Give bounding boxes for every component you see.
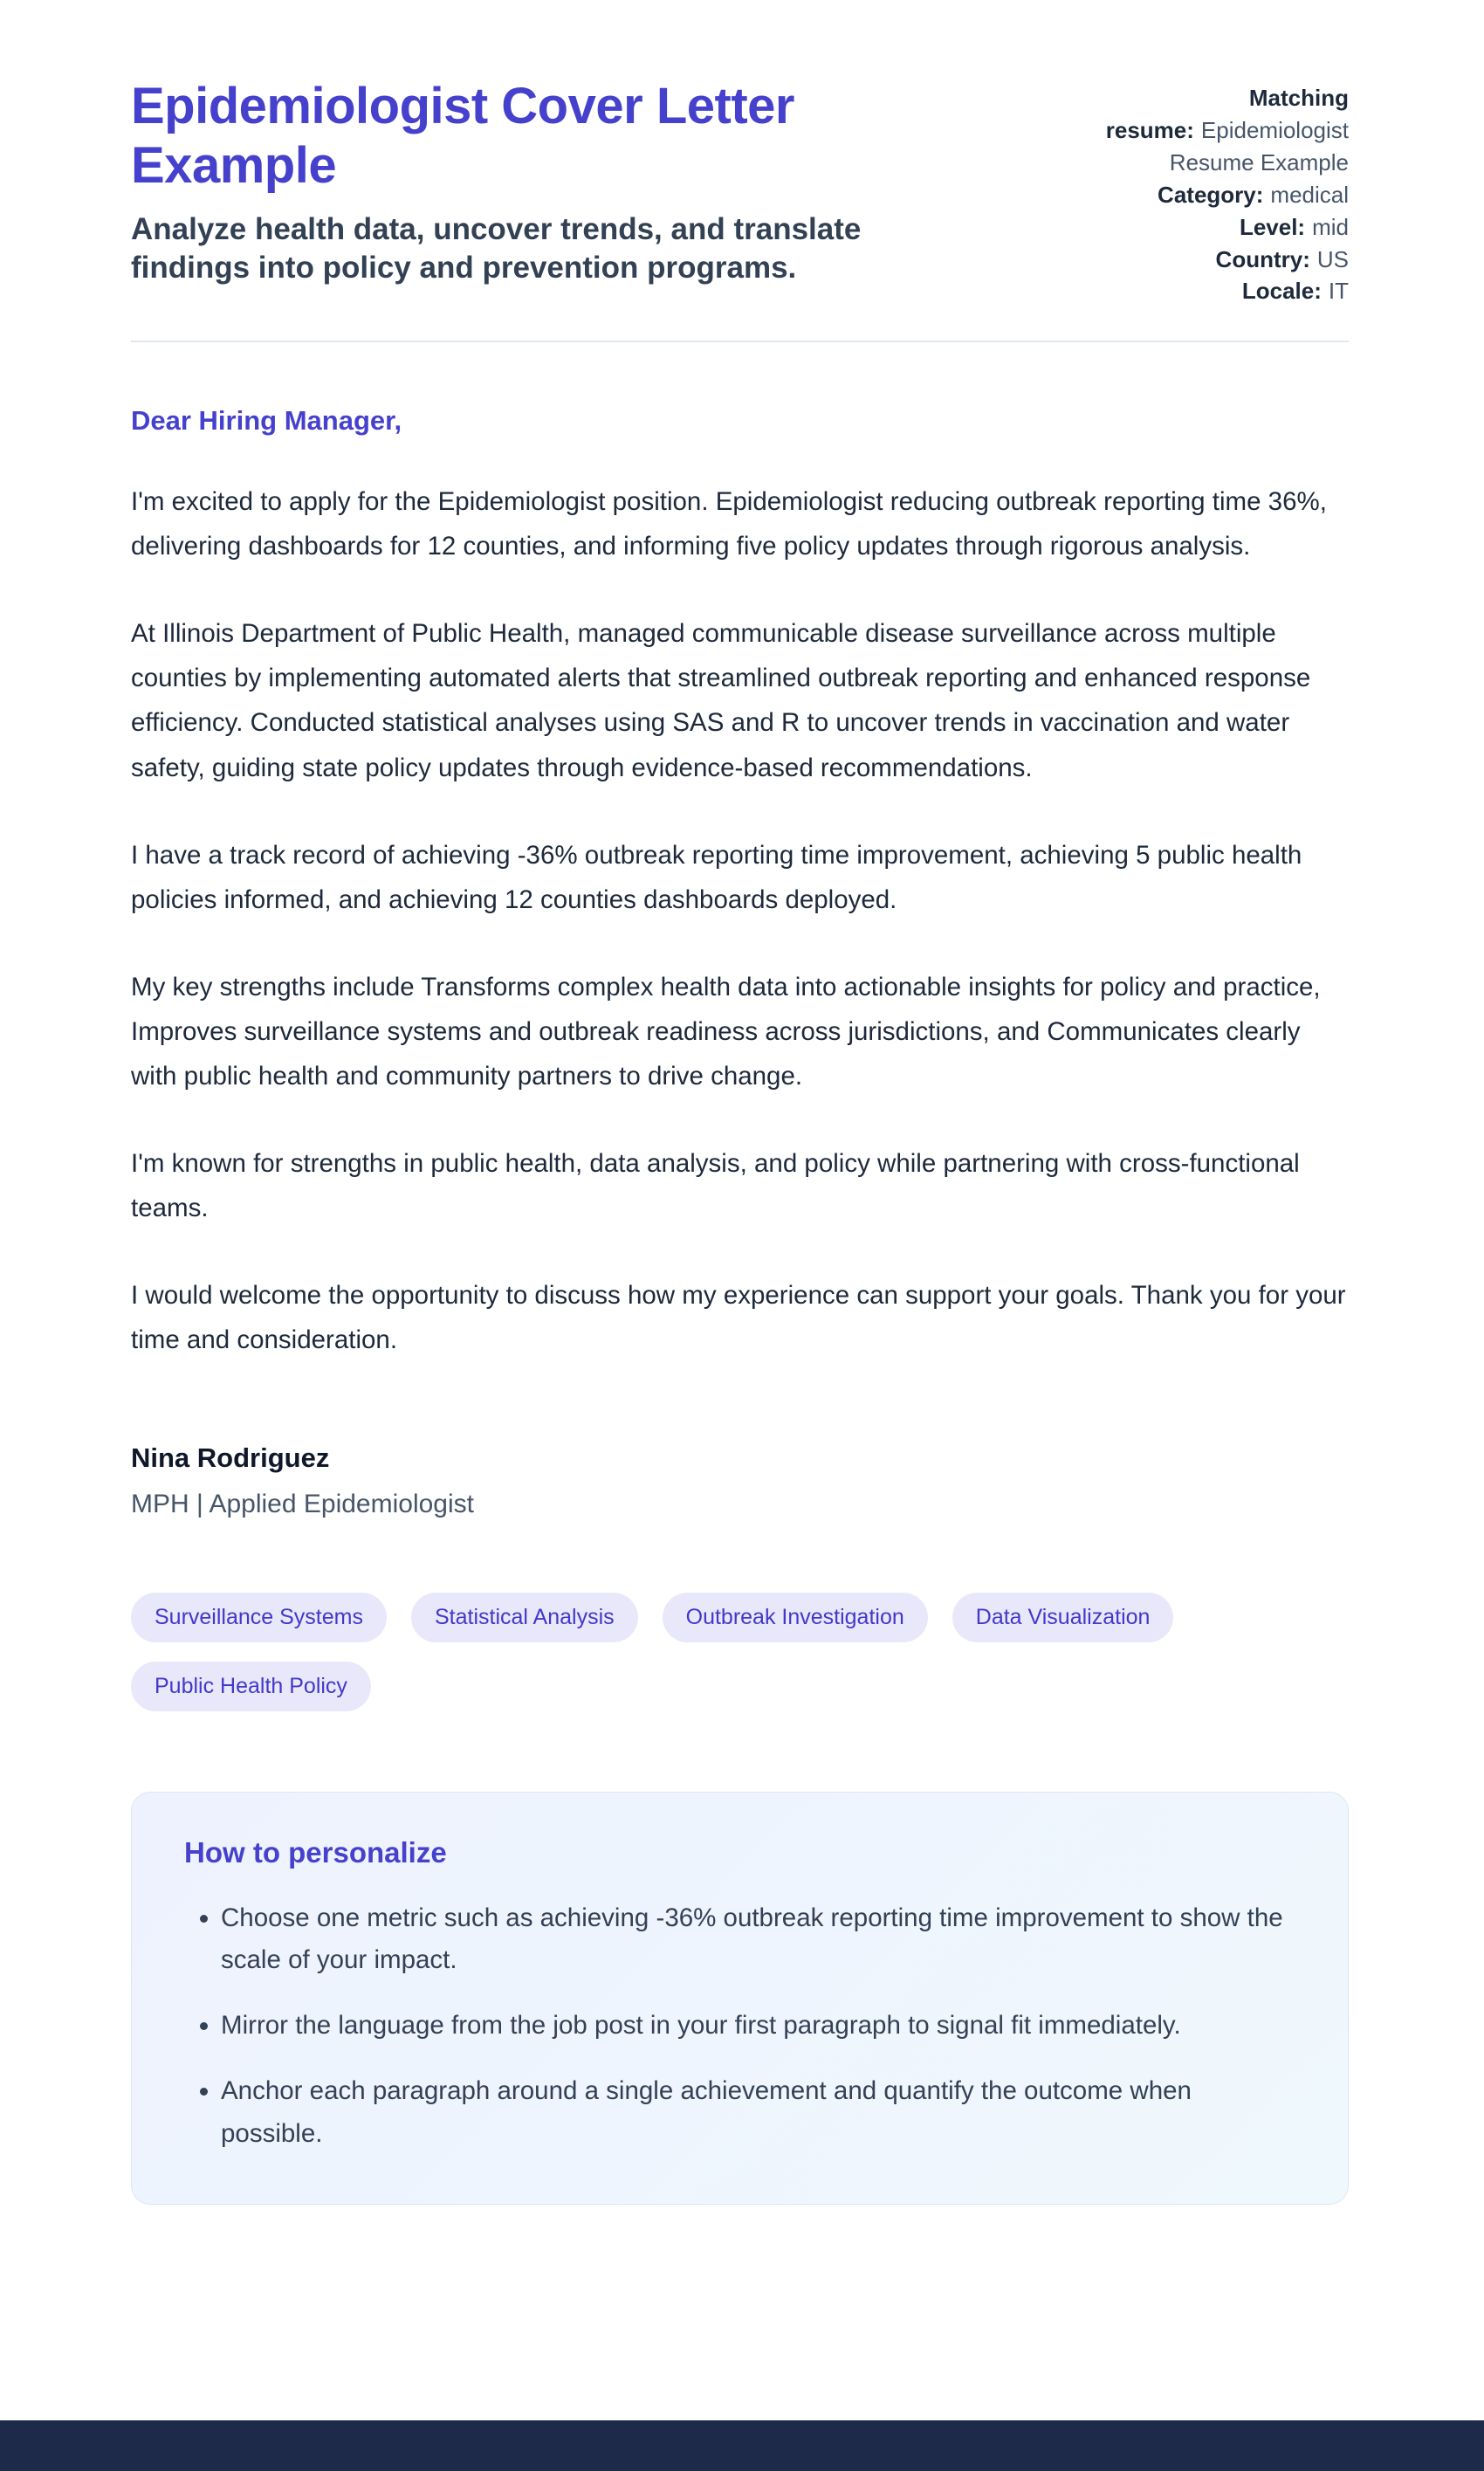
greeting: Dear Hiring Manager, xyxy=(131,405,402,437)
skill-tag: Statistical Analysis xyxy=(411,1593,638,1642)
cover-letter-paragraph: I'm excited to apply for the Epidemiologist position. Epidemiologist reducing outbreak reporting time 36%, delivering dashboards for 12 counties, and informing five policy updates through rigorous analysis. xyxy=(131,487,1327,561)
meta-row-matching-resume xyxy=(1061,82,1349,179)
skill-tag: Data Visualization xyxy=(952,1593,1174,1642)
meta-value: mid xyxy=(1312,213,1349,240)
meta-value: IT xyxy=(1328,278,1349,305)
personalize-tip: • Anchor each paragraph around a single achievement and quantify the outcome when possible. xyxy=(221,2070,1295,2155)
meta-row-country xyxy=(1061,244,1349,276)
cover-letter-paragraph: At Illinois Department of Public Health, managed communicable disease surveillance across multiple counties by implementing automated alerts that streamlined outbreak reporting and enhanced response efficiency. Conducted statistical analyses using SAS and R to uncover trends in vaccination and water safety, guiding state policy updates through evidence-based recommendations. xyxy=(131,619,1311,782)
page-title: Epidemiologist Cover Letter Example xyxy=(131,78,794,195)
personalize-tip: • Mirror the language from the job post in your first paragraph to signal fit immediately. xyxy=(221,2005,1295,2048)
meta-label: Country: xyxy=(1215,245,1310,272)
footer-bar xyxy=(0,2420,1484,2471)
cover-letter-paragraph: My key strengths include Transforms complex health data into actionable insights for policy and practice, Improves surveillance systems and outbreak readiness across jurisdictions, and Communicates clearly with public health and community partners to drive change. xyxy=(131,972,1321,1091)
meta-row-category xyxy=(1061,179,1349,211)
meta-value: Epidemiologist Resume Example xyxy=(1169,116,1349,176)
personalize-heading: How to personalize xyxy=(184,1835,447,1869)
cover-letter-body xyxy=(131,342,1349,1518)
meta-value: US xyxy=(1316,245,1349,272)
skill-tag: Surveillance Systems xyxy=(131,1593,387,1642)
personalize-tip: • Choose one metric such as achieving -36% outbreak reporting time improvement to show the scale of your impact. xyxy=(221,1897,1295,1982)
meta-label: Level: xyxy=(1239,213,1306,240)
meta-value: medical xyxy=(1270,181,1349,208)
personalize-box xyxy=(131,1792,1349,2205)
signature-name: Nina Rodriguez xyxy=(131,1442,330,1473)
meta-row-locale xyxy=(1061,275,1349,307)
meta-row-level xyxy=(1061,211,1349,244)
signature-title: MPH | Applied Epidemiologist xyxy=(131,1489,474,1518)
cover-letter-paragraph: I'm known for strengths in public health, data analysis, and policy while partnering with cross-functional teams. xyxy=(131,1148,1300,1222)
personalize-list xyxy=(184,1897,1295,2155)
meta-label: Category: xyxy=(1158,181,1264,208)
meta-label: Locale: xyxy=(1241,278,1322,305)
page-header xyxy=(131,77,1349,307)
skill-tags xyxy=(131,1593,1222,1711)
cover-letter-paragraph: I have a track record of achieving -36% outbreak reporting time improvement, achieving 5 public health policies informed, and achieving 12 counties dashboards deployed. xyxy=(131,840,1302,914)
page-subtitle: Analyze health data, uncover trends, and translate findings into policy and prevention programs. xyxy=(131,211,862,286)
skill-tag: Outbreak Investigation xyxy=(663,1593,928,1642)
meta-label: Matching resume: xyxy=(1105,85,1349,143)
resume-meta xyxy=(1061,82,1349,307)
cover-letter-paragraph: I would welcome the opportunity to discuss how my experience can support your goals. Thank you for your time and consideration. xyxy=(131,1280,1346,1354)
header-title-block xyxy=(131,77,960,288)
skill-tag: Public Health Policy xyxy=(131,1662,371,1711)
